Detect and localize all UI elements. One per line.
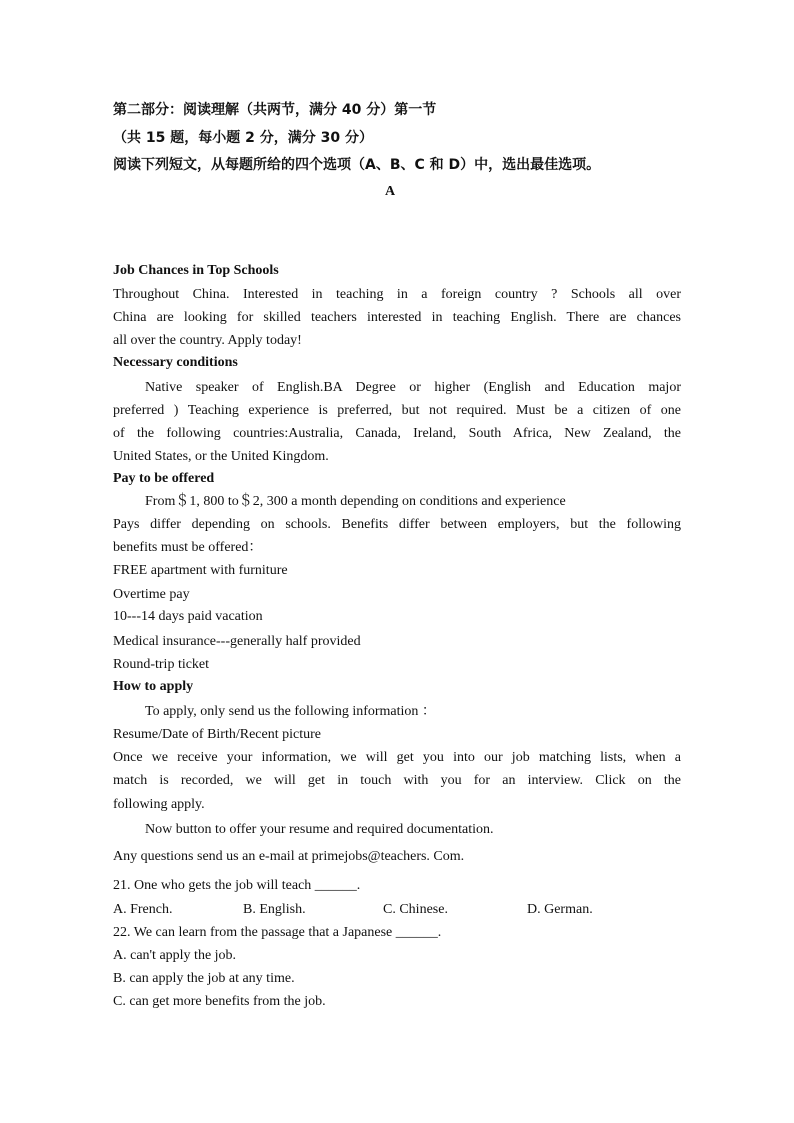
apply-line: Resume/Date of Birth/Recent picture	[113, 727, 321, 742]
section-heading: 第二部分：阅读理解（共两节，满分 40 分）第一节	[113, 102, 437, 118]
option-b: B. English.	[243, 902, 306, 917]
question-22-stem: 22. We can learn from the passage that a Japanese ______.	[113, 925, 442, 940]
contact-line: Any questions send us an e-mail at primejobs@teachers. Com.	[113, 849, 465, 864]
passage-letter: A	[384, 184, 396, 199]
question-21-stem: 21. One who gets the job will teach ______.	[113, 878, 361, 893]
conditions-line: Native speaker of English.BA Degree or higher (English and Education major	[145, 380, 681, 395]
option-c: C. can get more benefits from the job.	[113, 994, 326, 1009]
section-subheading: （共 15 题，每小题 2 分，满分 30 分）	[113, 130, 373, 146]
apply-heading: How to apply	[113, 679, 194, 694]
benefit-item: Overtime pay	[113, 587, 190, 602]
intro-line: China are looking for skilled teachers interested in teaching English. There are chances	[113, 310, 681, 325]
option-c: C. Chinese.	[383, 902, 448, 917]
conditions-line: preferred ) Teaching experience is preferred, but not required. Must be a citizen of one	[113, 403, 681, 418]
conditions-line: of the following countries:Australia, Canada, Ireland, South Africa, New Zealand, the	[113, 426, 681, 441]
conditions-line: United States, or the United Kingdom.	[113, 449, 329, 464]
option-d: D. German.	[527, 902, 593, 917]
option-a: A. French.	[113, 902, 173, 917]
pays-differ-line: benefits must be offered：	[113, 540, 263, 555]
pay-heading: Pay to be offered	[113, 471, 215, 486]
apply-line: following apply.	[113, 797, 205, 812]
option-a: A. can't apply the job.	[113, 948, 237, 963]
apply-line: To apply, only send us the following information ：	[145, 704, 436, 719]
option-b: B. can apply the job at any time.	[113, 971, 295, 986]
pays-differ-line: Pays differ depending on schools. Benefits differ between employers, but the following	[113, 517, 681, 532]
benefit-item: Medical insurance---generally half provided	[113, 634, 361, 649]
intro-line: Throughout China. Interested in teaching in a foreign country ? Schools all over	[113, 287, 681, 302]
pay-range: From＄1, 800 to＄2, 300 a month depending on conditions and experience	[145, 494, 566, 509]
apply-line: match is recorded, we will get in touch with you for an interview. Click on the	[113, 773, 681, 788]
apply-line: Once we receive your information, we will get you into our job matching lists, when a	[113, 750, 681, 765]
benefit-item: 10---14 days paid vacation	[113, 609, 263, 624]
apply-line: Now button to offer your resume and required documentation.	[145, 822, 494, 837]
instructions: 阅读下列短文，从每题所给的四个选项（A、B、C 和 D）中，选出最佳选项。	[113, 157, 601, 173]
benefit-item: Round-trip ticket	[113, 657, 210, 672]
article-title: Job Chances in Top Schools	[113, 263, 279, 278]
conditions-heading: Necessary conditions	[113, 355, 238, 370]
benefit-item: FREE apartment with furniture	[113, 563, 288, 578]
intro-line: all over the country. Apply today!	[113, 333, 302, 348]
